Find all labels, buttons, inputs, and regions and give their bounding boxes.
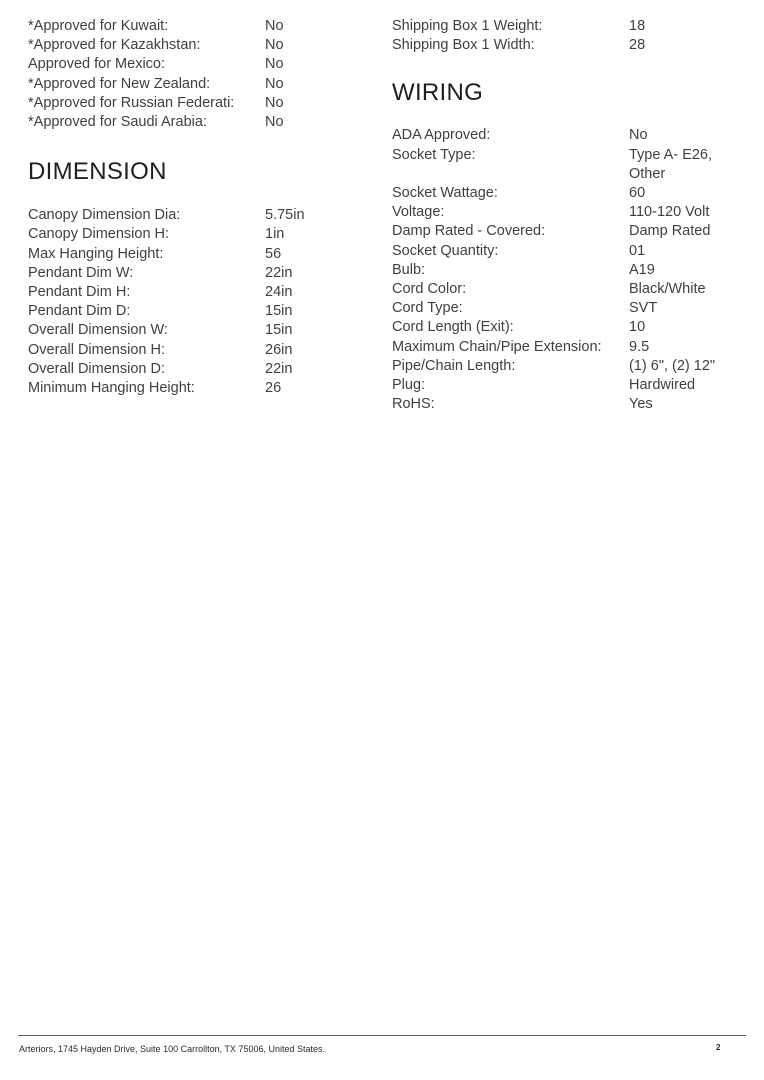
spec-row xyxy=(28,245,358,264)
spec-row xyxy=(392,299,752,318)
spec-row xyxy=(392,261,752,280)
spec-row xyxy=(392,376,752,395)
shipping-list xyxy=(392,17,752,55)
spec-row xyxy=(28,206,358,225)
spec-row xyxy=(28,360,358,379)
spec-label: Maximum Chain/Pipe Extension: xyxy=(392,338,602,355)
spec-label: Pendant Dim D: xyxy=(28,303,131,320)
spec-row xyxy=(392,126,752,145)
wiring-heading: WIRING xyxy=(392,79,484,107)
spec-value: 56 xyxy=(265,245,282,262)
spec-row xyxy=(392,146,752,184)
spec-row xyxy=(392,222,752,241)
spec-row xyxy=(28,264,358,283)
spec-row xyxy=(392,36,752,55)
spec-label: *Approved for Saudi Arabia: xyxy=(28,114,207,131)
spec-row xyxy=(392,203,752,222)
spec-row xyxy=(392,338,752,357)
spec-label: Max Hanging Height: xyxy=(28,245,164,262)
spec-label: Overall Dimension W: xyxy=(28,322,168,339)
dimension-heading: DIMENSION xyxy=(28,158,167,186)
spec-value: 24in xyxy=(265,284,293,301)
spec-row xyxy=(28,379,358,398)
spec-row xyxy=(392,395,752,414)
spec-label: Overall Dimension D: xyxy=(28,360,165,377)
left-column xyxy=(28,17,358,398)
spec-label: Plug: xyxy=(392,377,426,394)
spec-row xyxy=(28,341,358,360)
spec-label: Socket Type: xyxy=(392,146,476,163)
dimensions-list xyxy=(28,206,358,398)
spec-value: 110-120 Volt xyxy=(629,204,710,221)
spec-value: A19 xyxy=(629,261,655,278)
wiring-list xyxy=(392,126,752,414)
spec-value: 28 xyxy=(629,37,646,54)
spec-label: Shipping Box 1 Weight: xyxy=(392,18,543,34)
spec-label: *Approved for Kuwait: xyxy=(28,18,169,34)
spec-value: 15in xyxy=(265,303,293,320)
spec-row xyxy=(28,302,358,321)
spec-value-line: Type A- E26, xyxy=(629,146,713,163)
spec-value: Black/White xyxy=(629,281,706,298)
spec-label: Pendant Dim W: xyxy=(28,264,134,281)
spec-row xyxy=(28,55,358,74)
spec-label: Cord Color: xyxy=(392,281,467,298)
spec-label: Cord Type: xyxy=(392,300,463,317)
footer-address: Arteriors, 1745 Hayden Drive, Suite 100 Carrollton, TX 75006, United States. xyxy=(19,1044,325,1054)
spec-value-line: Other xyxy=(629,165,666,182)
spec-value: 26 xyxy=(265,380,282,397)
spec-value: SVT xyxy=(629,300,658,317)
spec-value: Hardwired xyxy=(629,377,696,394)
spec-value xyxy=(629,146,752,184)
spec-row xyxy=(392,17,752,36)
spec-value: 10 xyxy=(629,319,646,336)
spec-value: Yes xyxy=(629,396,653,413)
spec-value: No xyxy=(265,37,284,54)
spec-row xyxy=(392,242,752,261)
spec-value: 15in xyxy=(265,322,293,339)
spec-value: 01 xyxy=(629,242,646,259)
spec-label: Approved for Mexico: xyxy=(28,56,166,73)
spec-row xyxy=(28,36,358,55)
spec-label: Canopy Dimension Dia: xyxy=(28,207,181,224)
spec-label: Voltage: xyxy=(392,204,445,221)
spec-label: Socket Quantity: xyxy=(392,242,499,259)
page-number: 2 xyxy=(716,1043,721,1052)
spec-value: 5.75in xyxy=(265,207,305,224)
spec-value: No xyxy=(629,127,648,144)
spec-label: Minimum Hanging Height: xyxy=(28,380,195,397)
spec-value: 1in xyxy=(265,226,285,243)
spec-row xyxy=(28,283,358,302)
spec-row xyxy=(28,75,358,94)
spec-value: No xyxy=(265,56,284,73)
spec-row xyxy=(28,17,358,36)
spec-value: 22in xyxy=(265,360,293,377)
spec-row xyxy=(392,184,752,203)
spec-row xyxy=(392,357,752,376)
spec-row xyxy=(392,318,752,337)
spec-row xyxy=(28,94,358,113)
spec-value: Damp Rated xyxy=(629,223,711,240)
spec-label: Socket Wattage: xyxy=(392,185,498,202)
spec-value: No xyxy=(265,75,284,92)
footer-divider xyxy=(18,1035,746,1036)
spec-row xyxy=(28,321,358,340)
spec-value: 60 xyxy=(629,185,646,202)
spec-value: No xyxy=(265,114,284,131)
spec-label: RoHS: xyxy=(392,396,435,413)
spec-value: No xyxy=(265,18,284,34)
right-column xyxy=(392,17,752,414)
spec-label: Shipping Box 1 Width: xyxy=(392,37,535,54)
spec-label: Canopy Dimension H: xyxy=(28,226,170,243)
spec-value: 22in xyxy=(265,264,293,281)
spec-row xyxy=(28,113,358,132)
spec-row xyxy=(392,280,752,299)
approvals-list xyxy=(28,17,358,132)
spec-value: No xyxy=(265,94,284,111)
spec-row xyxy=(28,225,358,244)
spec-label: *Approved for Kazakhstan: xyxy=(28,37,201,54)
spec-label: Pipe/Chain Length: xyxy=(392,357,516,374)
spec-label: Bulb: xyxy=(392,261,426,278)
spec-label: Overall Dimension H: xyxy=(28,341,165,358)
spec-label: ADA Approved: xyxy=(392,127,491,144)
spec-value: 9.5 xyxy=(629,338,650,355)
spec-label: Pendant Dim H: xyxy=(28,284,131,301)
spec-value: (1) 6", (2) 12" xyxy=(629,357,716,374)
spec-label: *Approved for Russian Federati: xyxy=(28,94,235,111)
spec-value: 18 xyxy=(629,18,646,34)
spec-label: Cord Length (Exit): xyxy=(392,319,514,336)
spec-label: *Approved for New Zealand: xyxy=(28,75,211,92)
spec-value: 26in xyxy=(265,341,293,358)
spec-label: Damp Rated - Covered: xyxy=(392,223,546,240)
